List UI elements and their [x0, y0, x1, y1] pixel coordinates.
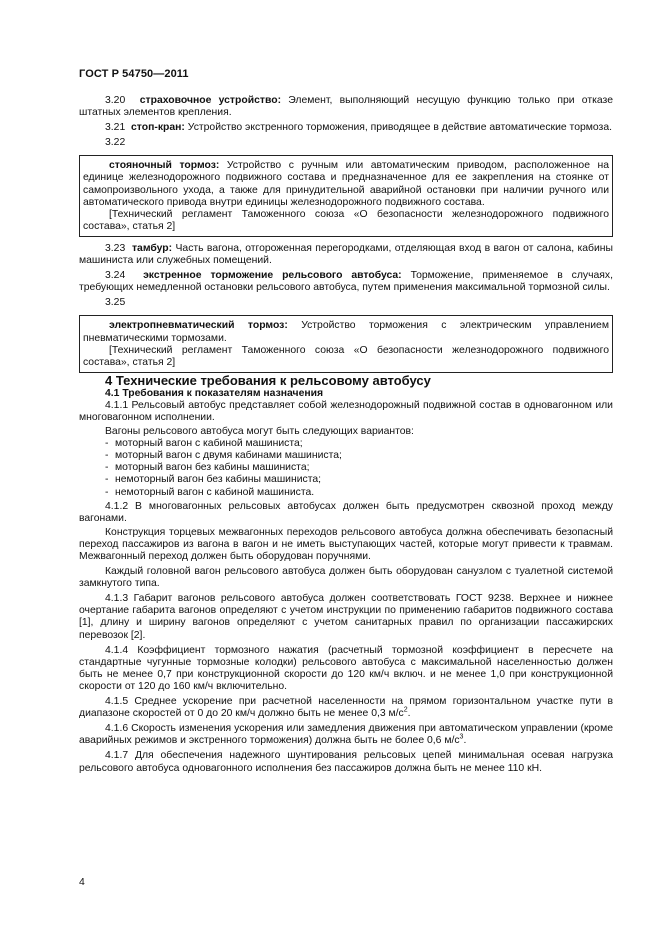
- list-item: - моторный вагон с кабиной машиниста;: [105, 438, 303, 450]
- list-item: - моторный вагон с двумя кабинами машиниста;: [105, 450, 342, 462]
- list-item-text: моторный вагон с двумя кабинами машиниста;: [115, 450, 342, 462]
- page-number: 4: [79, 877, 85, 888]
- list-item-text: моторный вагон без кабины машиниста;: [115, 462, 310, 474]
- clause-text: Элемент, выполняющий несущую функцию только при отказе штатных элементов крепления.: [79, 95, 613, 119]
- paragraph-end: .: [463, 735, 467, 747]
- paragraph-end: .: [407, 708, 411, 720]
- clause-term: тамбур:: [131, 242, 173, 254]
- clause-reference: [Технический регламент Таможенного союза «О безопасности железнодорожного подвижного состава», статья 2]: [83, 344, 609, 368]
- paragraph-4-1-2-c: Каждый головной вагон рельсового автобуса должен быть оборудован санузлом с туалетной системой замкнутого типа.: [79, 566, 613, 590]
- paragraph-4-1-4: 4.1.4 Коэффициент тормозного нажатия (расчетный тормозной коэффициент в пересчете на стандартные чугунные тормозные колодки) рельсового автобуса с максимальной населенностью должен быть не менее 0,7 при конструкционной скорости до 120 км/ч включ. и не менее 1,0 при конструкционной скорости от 120 до 160 км/ч включительно.: [79, 644, 613, 692]
- clause-text: Торможение, применяемое в случаях, требующих немедленной остановки рельсового автобуса, путем применения максимальной тормозной силы.: [79, 270, 613, 294]
- clause-number: 3.21: [105, 122, 126, 134]
- list-item-text: немоторный вагон с кабиной машиниста.: [115, 486, 315, 498]
- paragraph-4-1-2: 4.1.2 В многовагонных рельсовых автобусах должен быть предусмотрен сквозной проход между вагонами.: [79, 500, 613, 524]
- list-item: - немоторный вагон с кабиной машиниста.: [105, 486, 315, 498]
- paragraph-4-1-1: 4.1.1 Рельсовый автобус представляет собой железнодорожный подвижной состав в одновагонном или многовагонном исполнении.: [79, 399, 613, 423]
- subsection-4-1-title: 4.1 Требования к показателям назначения: [105, 387, 324, 399]
- clause-number: 3.20: [105, 95, 126, 106]
- clause-text: Устройство экстренного торможения, приводящее в действие автоматические тормоза.: [184, 122, 612, 134]
- list-item-text: моторный вагон с кабиной машиниста;: [115, 438, 303, 450]
- clause-number: 3.24: [105, 270, 126, 282]
- clause-3-21: [79, 122, 613, 134]
- clause-term: стояночный тормоз:: [109, 160, 220, 172]
- clause-3-24: [79, 270, 613, 294]
- paragraph-4-1-2-b: Конструкция торцевых межвагонных переходов рельсового автобуса должна обеспечивать безопасный переход пассажиров из вагона в вагон и не иметь выступающих частей, которые могут привести к травмам. Межвагонный переход должен быть оборудован поручнями.: [79, 526, 613, 562]
- clause-3-22-box: [79, 155, 613, 237]
- clause-term: электропневматический тормоз:: [109, 320, 288, 332]
- clause-term: экстренное торможение рельсового автобуса:: [143, 270, 402, 282]
- list-item: - моторный вагон без кабины машиниста;: [105, 462, 310, 474]
- variants-intro: Вагоны рельсового автобуса могут быть следующих вариантов:: [105, 426, 414, 438]
- paragraph-4-1-3: 4.1.3 Габарит вагонов рельсового автобуса должен соответствовать ГОСТ 9238. Верхнее и нижнее очертание габарита вагонов определяют с учетом инструкции по применению габаритов подвижного состава [1], длину и ширину вагонов определяют с учетом санитарных правил по организации пассажирских перевозок [2].: [79, 593, 613, 641]
- paragraph-4-1-7: 4.1.7 Для обеспечения надежного шунтирования рельсовых цепей минимальная осевая нагрузка рельсового автобуса одновагонного исполнения без пассажиров должна быть не менее 110 кН.: [79, 750, 613, 774]
- section-4-title: 4 Технические требования к рельсовому автобусу: [105, 372, 431, 388]
- superscript: 2: [403, 706, 408, 714]
- clause-text: Устройство с ручным или автоматическим приводом, расположенное на единице железнодорожного подвижного состава и предназначенное для ее закрепления на стоянке от самопроизвольного ухода, а также для принудительной аварийной остановки при наличии ручного или автоматического привода внутри единицы железнодорожного подвижного состава.: [83, 160, 609, 208]
- clause-3-22-number: 3.22: [105, 137, 126, 149]
- clause-3-23: [79, 243, 613, 267]
- document-body: [79, 95, 613, 775]
- clause-3-25-number: 3.25: [105, 297, 126, 309]
- clause-text: Устройство торможения с электрическим управлением пневматическими тормозами.: [83, 320, 609, 344]
- paragraph-4-1-5: [79, 696, 613, 720]
- document-header: ГОСТ Р 54750—2011: [79, 68, 189, 80]
- paragraph-text: 4.1.5 Среднее ускорение при расчетной населенности на прямом горизонтальном участке пути в диапазоне скоростей от 0 до 20 км/ч должно быть не менее 0,3 м/с: [79, 696, 613, 720]
- list-item: - немоторный вагон без кабины машиниста;: [105, 474, 322, 486]
- clause-3-25-box: [79, 315, 613, 372]
- clause-term: стоп-кран:: [131, 122, 185, 134]
- clause-term: страховочное устройство:: [139, 95, 282, 106]
- list-item-text: немоторный вагон без кабины машиниста;: [115, 474, 322, 486]
- superscript: 3: [459, 733, 464, 741]
- clause-3-22: [83, 160, 609, 208]
- paragraph-text: 4.1.6 Скорость изменения ускорения или замедления движения при автоматическом управлении (кроме аварийных режимов и экстренного торможения) должна быть не более 0,6 м/с: [79, 723, 613, 747]
- clause-number: 3.23: [105, 242, 126, 254]
- clause-reference: [Технический регламент Таможенного союза «О безопасности железнодорожного подвижного состава», статья 2]: [83, 208, 609, 232]
- clause-text: Часть вагона, отгороженная перегородками, отделяющая вход в вагон от салона, кабины машиниста или служебных помещений.: [79, 242, 613, 267]
- clause-3-20: [79, 95, 613, 119]
- paragraph-4-1-6: [79, 723, 613, 747]
- clause-3-25: [83, 320, 609, 344]
